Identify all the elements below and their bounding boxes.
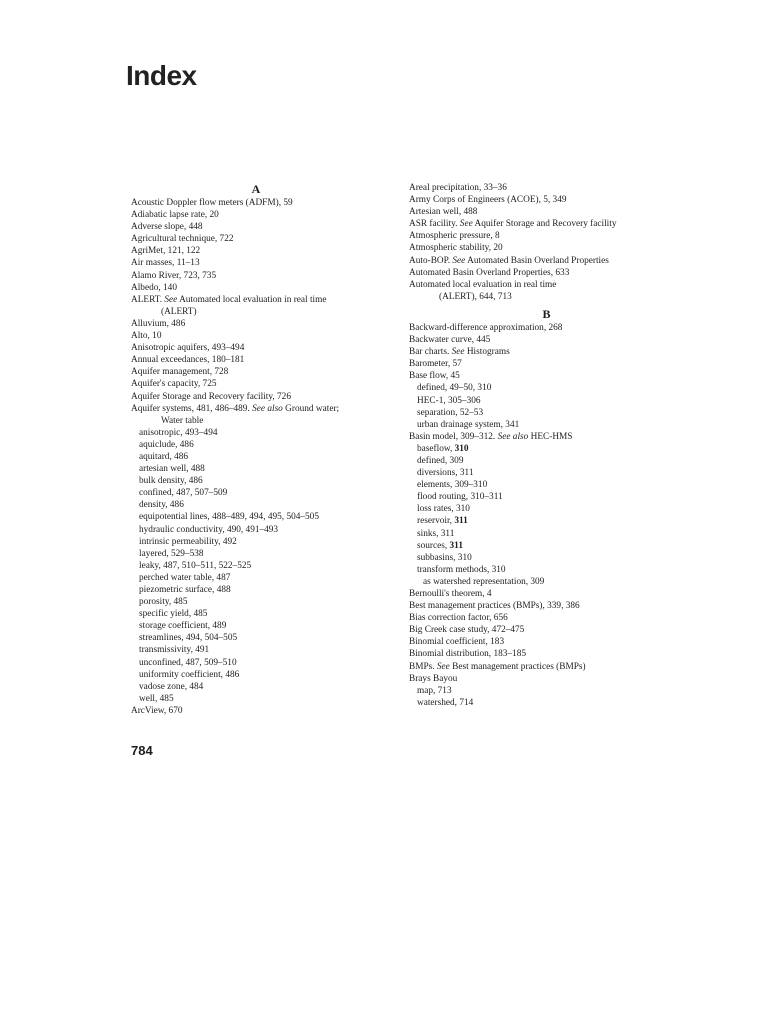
entry-text-segment: artesian well, 488: [139, 464, 205, 475]
entry-text-segment: Alto, 10: [131, 331, 162, 342]
entry-text-segment: Base flow, 45: [409, 371, 460, 382]
entry-text-segment: Albedo, 140: [131, 282, 177, 293]
entry-text-segment: reservoir,: [417, 516, 455, 527]
index-entry: [409, 267, 684, 279]
entry-text-segment: Adiabatic lapse rate, 20: [131, 210, 219, 221]
index-entry: [131, 705, 381, 717]
index-subentry: [409, 564, 684, 576]
entry-text-segment: transmissivity, 491: [139, 645, 210, 656]
entry-text-segment: Aquifer Storage and Recovery facility, 726: [131, 391, 291, 402]
entry-text-segment: Air masses, 11–13: [131, 258, 200, 269]
index-entry: [409, 588, 684, 600]
entry-text-segment: layered, 529–538: [139, 548, 204, 559]
index-subentry: [131, 693, 381, 705]
entry-text-segment: ASR facility.: [409, 219, 460, 230]
index-entry: [409, 218, 684, 230]
entry-text-segment: aquitard, 486: [139, 451, 189, 462]
index-subentry: [131, 499, 381, 511]
entry-text-segment: See: [164, 294, 178, 305]
entry-text-segment: Bias correction factor, 656: [409, 613, 508, 624]
index-entry: [409, 624, 684, 636]
entry-text-segment: Agricultural technique, 722: [131, 234, 234, 245]
index-subentry: [131, 463, 381, 475]
index-subentry: [131, 596, 381, 608]
index-subentry: [409, 467, 684, 479]
index-subentry: [131, 620, 381, 632]
entry-text-segment: porosity, 485: [139, 597, 188, 608]
entry-text-segment: Annual exceedances, 180–181: [131, 355, 245, 366]
index-subentry: [409, 503, 684, 515]
entry-text-segment: confined, 487, 507–509: [139, 488, 228, 499]
entry-text-segment: Alluvium, 486: [131, 318, 186, 329]
index-entry: [409, 230, 684, 242]
entry-text-segment: diversions, 311: [417, 468, 474, 479]
entry-text-segment: Brays Bayou: [409, 673, 458, 684]
index-subentry: [131, 475, 381, 487]
entry-text-segment: loss rates, 310: [417, 504, 470, 515]
entry-text-segment: defined, 309: [417, 455, 464, 466]
index-column-right: [409, 182, 684, 709]
entry-text-segment: Bar charts.: [409, 347, 452, 358]
index-subentry: [131, 681, 381, 693]
entry-text-segment: Backward-difference approximation, 268: [409, 322, 563, 333]
entry-text-segment: urban drainage system, 341: [417, 419, 520, 430]
index-subentry: [409, 552, 684, 564]
entry-text-segment: transform methods, 310: [417, 564, 506, 575]
entry-text-segment: 311: [449, 540, 463, 551]
entry-text-segment: (ALERT): [161, 306, 197, 317]
section-letter: A: [251, 182, 261, 196]
entry-text-segment: Army Corps of Engineers (ACOE), 5, 349: [409, 195, 567, 206]
index-entry: [409, 279, 684, 291]
entry-text-segment: Best management practices (BMPs), 339, 386: [409, 601, 580, 612]
entry-text-segment: well, 485: [139, 693, 174, 704]
index-entry: [409, 600, 684, 612]
entry-text-segment: storage coefficient, 489: [139, 621, 227, 632]
page-number: 784: [131, 743, 153, 758]
index-subentry: [409, 685, 684, 697]
index-subentry: [409, 697, 684, 709]
entry-text-segment: uniformity coefficient, 486: [139, 669, 240, 680]
entry-text-segment: BMPs.: [409, 661, 437, 672]
entry-text-segment: Aquifer's capacity, 725: [131, 379, 217, 390]
page-title: Index: [126, 60, 197, 91]
index-subentry: [409, 491, 684, 503]
entry-text-segment: anisotropic, 493–494: [139, 427, 218, 438]
entry-text-segment: Binomial coefficient, 183: [409, 637, 505, 648]
index-entry: [409, 431, 684, 443]
index-subentry: [409, 407, 684, 419]
entry-text-segment: equipotential lines, 488–489, 494, 495, 504–505: [139, 512, 319, 523]
index-entry: [409, 661, 684, 673]
entry-text-segment: Atmospheric pressure, 8: [409, 231, 500, 242]
entry-text-segment: Bernoulli's theorem, 4: [409, 589, 492, 599]
index-subentry: [131, 560, 381, 572]
index-entry: [131, 330, 381, 342]
index-entry: [131, 318, 381, 330]
entry-text-segment: unconfined, 487, 509–510: [139, 657, 237, 668]
entry-text-segment: streamlines, 494, 504–505: [139, 633, 238, 644]
index-entry: [409, 370, 684, 382]
entry-text-segment: perched water table, 487: [139, 572, 231, 583]
entry-text-segment: Auto-BOP.: [409, 255, 453, 266]
index-entry: [409, 648, 684, 660]
entry-text-segment: hydraulic conductivity, 490, 491–493: [139, 524, 279, 535]
index-entry: [131, 391, 381, 403]
entry-text-segment: intrinsic permeability, 492: [139, 536, 237, 547]
entry-text-segment: ALERT.: [131, 294, 165, 305]
index-subentry: [131, 657, 381, 669]
entry-text-segment: HEC-HMS: [528, 431, 573, 442]
entry-text-segment: baseflow,: [417, 443, 455, 454]
section-letter: B: [542, 306, 551, 321]
entry-text-segment: Automated local evaluation in real time: [409, 279, 557, 290]
entry-text-segment: Alamo River, 723, 735: [131, 270, 217, 281]
index-subentry: [131, 451, 381, 463]
entry-text-segment: Automated local evaluation in real time: [177, 294, 327, 305]
index-entry: [409, 206, 684, 218]
entry-text-segment: Atmospheric stability, 20: [409, 243, 503, 254]
index-entry-continuation: [131, 415, 381, 427]
entry-text-segment: sinks, 311: [417, 528, 455, 539]
entry-text-segment: defined, 49–50, 310: [417, 383, 492, 394]
entry-text-segment: leaky, 487, 510–511, 522–525: [139, 560, 252, 571]
entry-text-segment: flood routing, 310–311: [417, 492, 503, 503]
index-entry: [131, 282, 381, 294]
index-entry: [409, 636, 684, 648]
index-entry: [409, 322, 684, 334]
index-entry: [409, 358, 684, 370]
entry-text-segment: Water table: [161, 415, 204, 426]
entry-text-segment: (ALERT), 644, 713: [439, 291, 512, 302]
entry-text-segment: vadose zone, 484: [139, 681, 204, 692]
index-subentry: [131, 439, 381, 451]
index-entry: [131, 270, 381, 282]
index-entry: [131, 257, 381, 269]
entry-text-segment: Anisotropic aquifers, 493–494: [131, 343, 245, 354]
index-subentry: [409, 479, 684, 491]
entry-text-segment: separation, 52–53: [417, 407, 484, 418]
entry-text-segment: density, 486: [139, 500, 184, 511]
entry-text-segment: sources,: [417, 540, 450, 551]
index-subentry: [131, 487, 381, 499]
entry-text-segment: Basin model, 309–312.: [409, 431, 498, 442]
index-subentry: [409, 540, 684, 552]
index-subentry: [409, 515, 684, 527]
entry-text-segment: See: [451, 347, 465, 358]
entry-text-segment: specific yield, 485: [139, 609, 208, 620]
index-entry: [131, 378, 381, 390]
index-subentry: [409, 455, 684, 467]
entry-text-segment: See: [459, 219, 473, 230]
entry-text-segment: 310: [454, 443, 469, 454]
entry-text-segment: Aquifer systems, 481, 486–489.: [131, 403, 253, 414]
entry-text-segment: Ground water;: [282, 403, 340, 414]
index-subentry: [131, 644, 381, 656]
entry-text-segment: watershed, 714: [417, 697, 474, 708]
index-entry: [131, 366, 381, 378]
index-subentry: [131, 608, 381, 620]
entry-text-segment: Histograms: [464, 347, 510, 358]
entry-text-segment: Barometer, 57: [409, 359, 462, 370]
entry-text-segment: Binomial distribution, 183–185: [409, 649, 526, 660]
index-entry: [409, 334, 684, 346]
entry-text-segment: Automated Basin Overland Properties: [465, 255, 609, 266]
index-subentry: [131, 548, 381, 560]
index-entry: [409, 194, 684, 206]
index-subentry: [131, 511, 381, 523]
entry-text-segment: elements, 309–310: [417, 480, 488, 491]
index-entry: [409, 612, 684, 624]
entry-text-segment: aquiclude, 486: [139, 439, 194, 450]
entry-text-segment: Adverse slope, 448: [131, 222, 203, 233]
index-entry: [131, 403, 381, 415]
entry-text-segment: Artesian well, 488: [409, 207, 478, 218]
index-entry: [131, 294, 381, 306]
entry-text-segment: See: [452, 255, 466, 266]
index-subentry: [131, 632, 381, 644]
entry-text-segment: map, 713: [417, 685, 452, 696]
index-entry: [131, 342, 381, 354]
index-column-left: [131, 182, 381, 717]
entry-text-segment: piezometric surface, 488: [139, 585, 231, 595]
index-entry: [409, 346, 684, 358]
index-subentry: [409, 443, 684, 455]
index-subentry: [409, 528, 684, 540]
entry-text-segment: Aquifer management, 728: [131, 367, 229, 378]
index-subentry: [131, 584, 381, 596]
entry-text-segment: as watershed representation, 309: [423, 576, 545, 587]
entry-text-segment: Best management practices (BMPs): [449, 661, 586, 672]
index-entry: [409, 255, 684, 267]
entry-text-segment: Aquifer Storage and Recovery facility: [472, 219, 617, 230]
entry-text-segment: See also: [252, 403, 283, 414]
index-entry: [131, 197, 381, 209]
index-entry: [131, 245, 381, 257]
entry-text-segment: Automated Basin Overland Properties, 633: [409, 267, 570, 278]
index-entry: [409, 182, 684, 194]
entry-text-segment: See: [436, 661, 450, 672]
index-entry: [131, 354, 381, 366]
index-entry-continuation: [131, 306, 381, 318]
entry-text-segment: See also: [497, 431, 529, 442]
index-subentry: [131, 427, 381, 439]
entry-text-segment: Big Creek case study, 472–475: [409, 625, 525, 636]
index-entry-continuation: [409, 291, 684, 303]
entry-text-segment: AgriMet, 121, 122: [131, 246, 201, 257]
index-subentry: [409, 576, 684, 588]
index-subentry: [409, 382, 684, 394]
index-subentry: [131, 572, 381, 584]
index-entry: [131, 221, 381, 233]
entry-text-segment: bulk density, 486: [139, 476, 203, 487]
entry-text-segment: ArcView, 670: [131, 705, 183, 716]
index-entry: [409, 673, 684, 685]
entry-text-segment: subbasins, 310: [417, 552, 472, 563]
entry-text-segment: Acoustic Doppler flow meters (ADFM), 59: [131, 198, 293, 208]
index-subentry: [409, 419, 684, 431]
entry-text-segment: HEC-1, 305–306: [417, 395, 481, 406]
entry-text-segment: 311: [454, 516, 468, 527]
index-subentry: [131, 536, 381, 548]
index-entry: [131, 233, 381, 245]
index-subentry: [409, 395, 684, 407]
index-subentry: [131, 524, 381, 536]
index-entry: [409, 242, 684, 254]
entry-text-segment: Backwater curve, 445: [409, 335, 491, 346]
entry-text-segment: Areal precipitation, 33–36: [409, 183, 507, 193]
index-entry: [131, 209, 381, 221]
index-subentry: [131, 669, 381, 681]
